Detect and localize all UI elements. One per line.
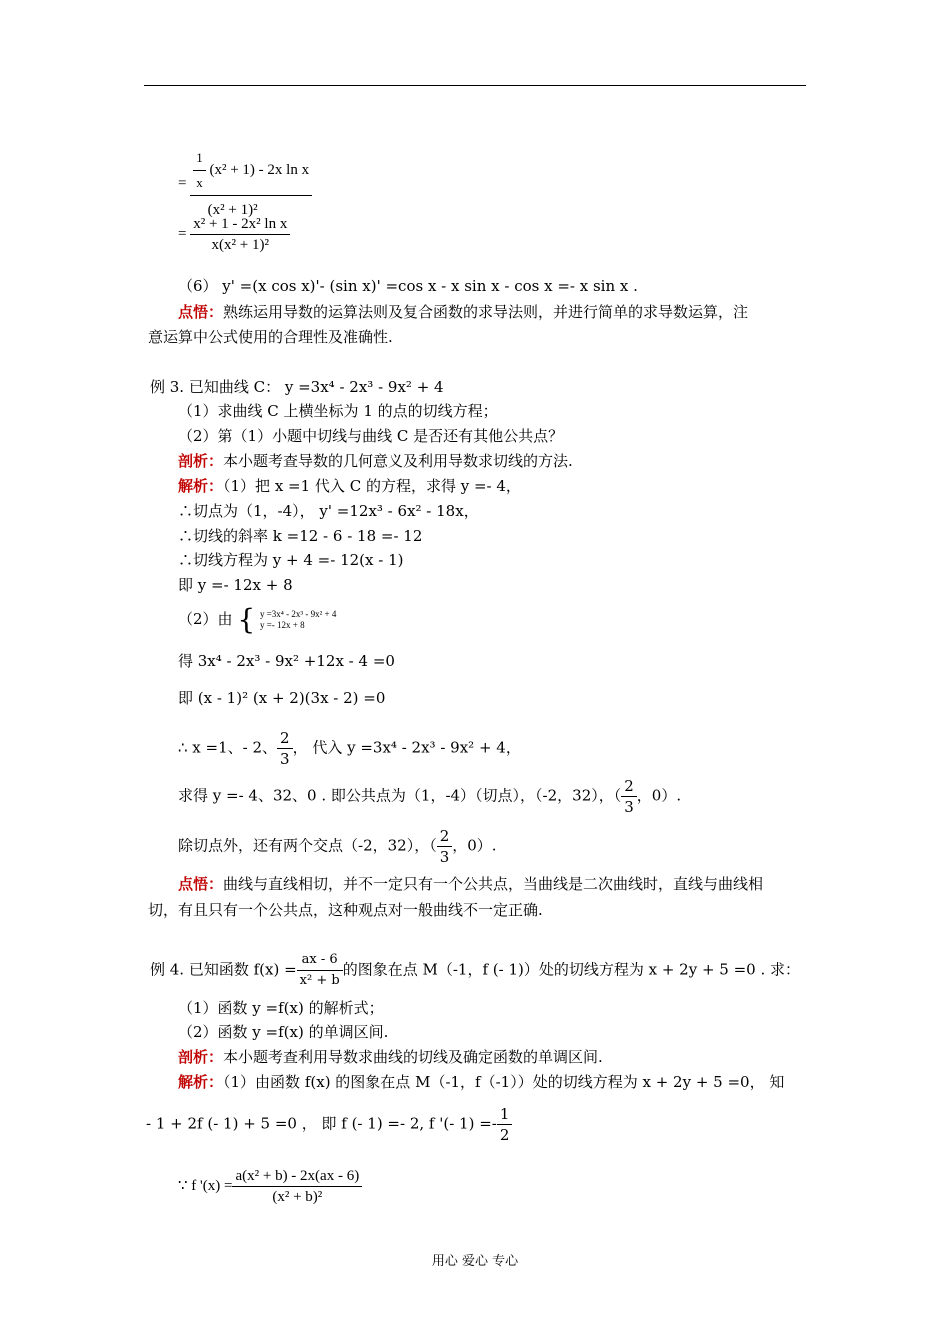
fraction: [437, 826, 453, 867]
example-3-solution-2: ∴切点为（1，-4）， y' =12x³ - 6x² - 18x，: [178, 502, 479, 520]
left-brace: {: [237, 603, 256, 636]
example-3-solution-9: [178, 728, 521, 769]
text: ∴ x =1、- 2、: [178, 738, 278, 757]
formula-step-2: [178, 214, 290, 255]
fraction: [190, 146, 312, 222]
fraction-denominator: 3: [277, 748, 293, 769]
fraction-denominator: 3: [437, 846, 453, 867]
fraction-denominator: x² + b: [297, 970, 343, 991]
system-equation-1: y =3x⁴ - 2x³ - 9x² + 4: [259, 609, 337, 619]
text: 求得 y =- 4、32、0 . 即公共点为（1，-4）（切点），（-2，32），（: [178, 786, 622, 805]
text: 除切点外，还有两个交点（-2，32），（: [178, 836, 437, 855]
analysis-text: 本小题考查导数的几何意义及利用导数求切线的方法.: [223, 452, 573, 470]
fraction-numerator: [190, 146, 312, 195]
example-4-solution-1: [178, 1072, 784, 1092]
solution-text: （1）由函数 f(x) 的图象在点 M（-1，f（-1））处的切线方程为 x + 2y + 5 =0， 知: [223, 1073, 785, 1091]
example-3-analysis: [178, 451, 573, 471]
fraction-numerator: x² + 1 - 2x² ln x: [193, 216, 288, 232]
solution-label: 解析：: [178, 477, 224, 495]
example-3-solution-10: [178, 776, 681, 817]
example-3-solution-3: ∴切线的斜率 k =12 - 6 - 18 =- 12: [178, 527, 423, 545]
formula-step-1: [178, 146, 312, 222]
page-footer: 用心 爱心 专心: [431, 1254, 519, 1269]
system-prefix: （2）由: [178, 610, 233, 628]
inner-numerator: 1: [196, 150, 203, 165]
fraction-numerator: ax - 6: [301, 952, 338, 967]
analysis-text: 本小题考查利用导数求曲线的切线及确定函数的单调区间.: [223, 1048, 603, 1066]
example-4-solution-3: [178, 1166, 362, 1207]
example-4-question-2: （2）函数 y =f(x) 的单调区间.: [178, 1023, 389, 1041]
fraction: [621, 776, 637, 817]
example-3-title: 例 3. 已知曲线 C： y =3x⁴ - 2x³ - 9x² + 4: [150, 378, 444, 396]
example-4-title: [150, 950, 800, 991]
example-3-solution-5: 即 y =- 12x + 8: [178, 576, 293, 594]
example-3-solution-4: ∴切线方程为 y + 4 =- 12(x - 1): [178, 551, 404, 569]
inner-fraction: [193, 146, 206, 195]
insight-line-2: 意运算中公式使用的合理性及准确性.: [148, 328, 393, 346]
insight-label: 点悟：: [178, 303, 224, 321]
insight-line-1: [178, 302, 748, 322]
example-4-question-1: （1）函数 y =f(x) 的解析式；: [178, 999, 384, 1017]
fraction-denominator: 2: [497, 1124, 513, 1145]
example-3-solution-7: 得 3x⁴ - 2x³ - 9x² +12x - 4 =0: [178, 652, 395, 670]
fraction-numerator: 2: [439, 827, 450, 845]
fraction-denominator: (x² + 1)²: [190, 195, 312, 222]
fraction-denominator: (x² + b)²: [232, 1186, 362, 1207]
equation-system: [260, 609, 336, 631]
text: 例 4. 已知函数 f(x) =: [150, 960, 297, 979]
insight-label: 点悟：: [178, 875, 224, 893]
fraction-denominator: 3: [621, 796, 637, 817]
example-3-insight-1: [178, 874, 763, 894]
text: - 1 + 2f (- 1) + 5 =0 ， 即 f (- 1) =- 2, f '(- 1) =-: [146, 1114, 497, 1133]
example-4-solution-2: [146, 1104, 512, 1145]
analysis-label: 剖析：: [178, 452, 224, 470]
fraction-numerator: 2: [624, 777, 634, 795]
analysis-label: 剖析：: [178, 1048, 224, 1066]
text: ，0）.: [636, 786, 682, 805]
fraction-numerator: 2: [280, 729, 290, 747]
fraction: [190, 214, 290, 255]
fraction-numerator: a(x² + b) - 2x(ax - 6): [235, 1168, 360, 1184]
fraction: [497, 1104, 513, 1145]
example-3-question-1: （1）求曲线 C 上横坐标为 1 的点的切线方程；: [178, 402, 498, 420]
insight-text: 熟练运用导数的运算法则及复合函数的求导法则，并进行简单的求导数运算，注: [223, 303, 749, 321]
text: ，0）.: [452, 836, 497, 855]
equals-sign: =: [178, 175, 187, 192]
example-4-analysis: [178, 1047, 603, 1067]
example-3-question-2: （2）第（1）小题中切线与曲线 C 是否还有其他公共点？: [178, 427, 564, 445]
system-equation-2: y =- 12x + 8: [259, 620, 305, 630]
numerator-rest: (x² + 1) - 2x ln x: [209, 161, 310, 178]
example-3-solution-11: [178, 826, 497, 867]
insight-text: 曲线与直线相切，并不一定只有一个公共点，当曲线是二次曲线时，直线与曲线相: [223, 875, 764, 893]
fraction: [277, 728, 293, 769]
item-6: （6） y' =(x cos x)'- (sin x)' =cos x - x sin x - cos x =- x sin x .: [178, 277, 638, 295]
solution-text: （1）把 x =1 代入 C 的方程，求得 y =- 4，: [223, 477, 521, 495]
text: ， 代入 y =3x⁴ - 2x³ - 9x² + 4，: [292, 738, 521, 757]
fraction: [297, 950, 343, 991]
header-rule: [144, 85, 806, 86]
example-3-solution-8: 即 (x - 1)² (x + 2)(3x - 2) =0: [178, 689, 386, 707]
equals-sign: =: [178, 225, 187, 242]
example-3-insight-2: 切，有且只有一个公共点，这种观点对一般曲线不一定正确.: [148, 901, 543, 919]
fraction: [232, 1166, 362, 1207]
solution-label: 解析：: [178, 1073, 224, 1091]
fraction-numerator: 1: [499, 1105, 510, 1123]
inner-denominator: x: [193, 170, 206, 195]
fraction-denominator: x(x² + 1)²: [190, 234, 290, 255]
text: ∵ f '(x) =: [178, 1177, 233, 1194]
example-3-system: [178, 603, 337, 636]
example-3-solution-1: [178, 476, 521, 496]
text: 的图象在点 M（-1，f (- 1)）处的切线方程为 x + 2y + 5 =0 . 求：: [342, 960, 801, 979]
